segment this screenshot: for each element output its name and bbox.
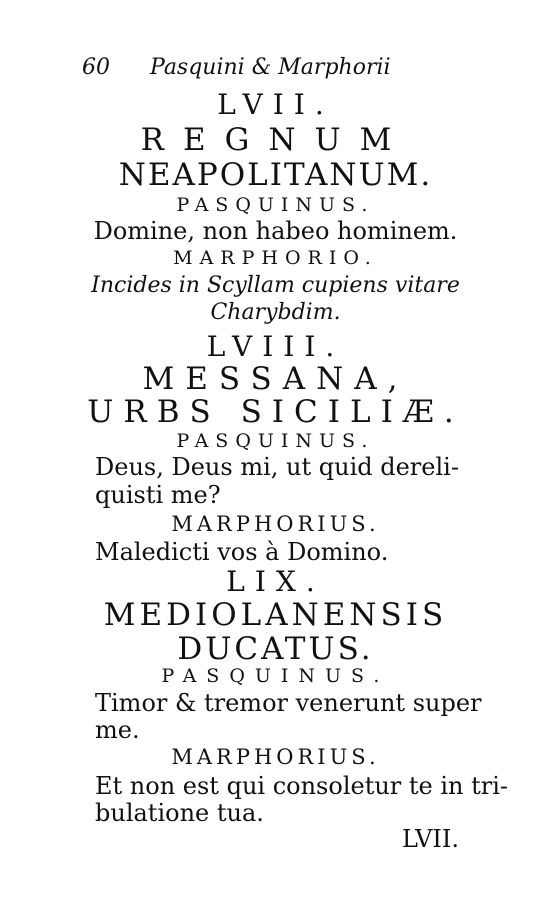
section-heading-line: NEAPOLITANUM. (118, 157, 433, 193)
section-heading-line: REGNUM (140, 122, 411, 158)
catchword: LVII. (401, 825, 459, 853)
section-heading-line: DUCATUS. (177, 631, 374, 667)
speaker-label: MARPHORIO. (173, 247, 378, 269)
section-numeral-lix: LIX. (226, 565, 325, 598)
section-numeral-lviii: LVIII. (206, 330, 345, 363)
speaker-label: PASQUINUS. (176, 194, 375, 216)
speaker-label: PASQUINUS. (176, 430, 375, 452)
page-number: 60 (82, 55, 110, 80)
section-heading-line: URBS SICILIÆ. (87, 394, 464, 430)
running-head-title: Pasquini & Marphorii (150, 55, 391, 80)
speaker-label: MARPHORIUS. (171, 512, 380, 536)
speech-line: Timor & tremor venerunt super (95, 689, 482, 717)
speech-line: Charybdim. (210, 300, 341, 325)
speech-line: quisti me? (95, 481, 221, 509)
section-heading-line: MEDIOLANENSIS (103, 597, 448, 633)
speech-line: Maledicti vos à Domino. (95, 538, 389, 566)
speaker-label: MARPHORIUS. (171, 745, 380, 769)
section-heading-line: MESSANA, (142, 361, 409, 397)
speech-line: Deus, Deus mi, ut quid dereli- (95, 453, 459, 481)
speaker-label: PASQUINUS. (161, 665, 390, 687)
section-numeral-lvii: LVII. (217, 88, 334, 121)
speech-line: Et non est qui consoletur te in tri- (95, 772, 509, 800)
speech-line: bulatione tua. (95, 799, 264, 827)
speech-line: Incides in Scyllam cupiens vitare (91, 273, 460, 298)
speech-line: me. (95, 716, 140, 744)
speech-line: Domine, non habeo hominem. (93, 217, 458, 245)
